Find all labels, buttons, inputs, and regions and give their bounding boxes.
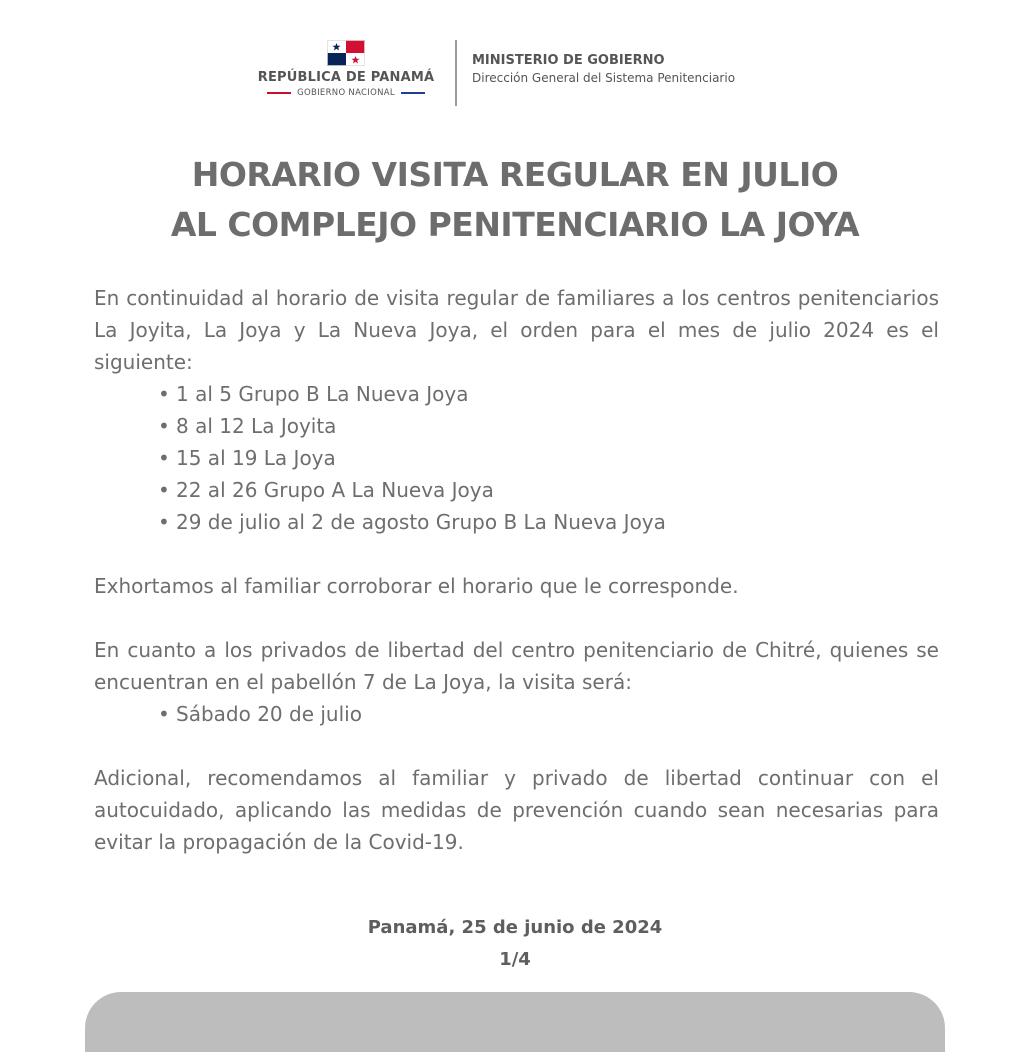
page-number: 1/4	[499, 949, 531, 970]
list-item	[94, 698, 939, 730]
issue-date: Panamá, 25 de junio de 2024	[367, 917, 663, 938]
schedule-list	[94, 378, 939, 538]
schedule-item: 22 al 26 Grupo A La Nueva Joya	[176, 478, 494, 502]
closing-paragraph: Adicional, recomendamos al familiar y privado de libertad continuar con el autocuidado, aplicando las medidas de prevención cuando sean necesarias para evitar la propagación de la Covid-19.	[94, 766, 939, 854]
schedule-item: 8 al 12 La Joyita	[176, 414, 337, 438]
tagline-blue-line	[401, 92, 425, 94]
tagline-red-line	[267, 92, 291, 94]
notice-body	[94, 282, 939, 858]
intro-paragraph: En continuidad al horario de visita regular de familiares a los centros penitenciarios La Joyita, La Joya y La Nueva Joya, el orden para el mes de julio 2024 es el siguiente:	[94, 286, 939, 374]
government-tagline	[250, 88, 442, 98]
chitre-paragraph: En cuanto a los privados de libertad del centro penitenciario de Chitré, quienes se encuentran en el pabellón 7 de La Joya, la visita será:	[94, 638, 939, 694]
chitre-item: Sábado 20 de julio	[176, 702, 362, 726]
footer	[0, 912, 1030, 976]
bullet-icon: •	[158, 446, 170, 470]
list-item	[94, 442, 939, 474]
bullet-icon: •	[158, 414, 170, 438]
list-item	[94, 474, 939, 506]
page-title	[0, 150, 1030, 250]
bullet-icon: •	[158, 510, 170, 534]
schedule-item: 15 al 19 La Joya	[176, 446, 336, 470]
exhort-paragraph: Exhortamos al familiar corroborar el horario que le corresponde.	[94, 574, 739, 598]
bullet-icon: •	[158, 702, 170, 726]
republic-name: REPÚBLICA DE PANAMÁ	[257, 70, 435, 85]
schedule-item: 1 al 5 Grupo B La Nueva Joya	[176, 382, 469, 406]
ministry-block	[472, 53, 735, 85]
list-item	[94, 410, 939, 442]
title-line-1: HORARIO VISITA REGULAR EN JULIO	[191, 155, 839, 194]
header-divider	[455, 40, 457, 106]
panama-flag-icon	[327, 40, 365, 66]
title-line-2: AL COMPLEJO PENITENCIARIO LA JOYA	[170, 205, 860, 244]
government-label: GOBIERNO NACIONAL	[297, 88, 395, 98]
republic-logo	[250, 38, 442, 98]
header	[0, 38, 1030, 108]
schedule-item: 29 de julio al 2 de agosto Grupo B La Nueva Joya	[176, 510, 666, 534]
bullet-icon: •	[158, 382, 170, 406]
chitre-list	[94, 698, 939, 730]
ministry-direction: Dirección General del Sistema Penitenciario	[472, 71, 736, 85]
bottom-band	[85, 992, 945, 1052]
list-item	[94, 378, 939, 410]
list-item	[94, 506, 939, 538]
ministry-title: MINISTERIO DE GOBIERNO	[472, 53, 665, 68]
bullet-icon: •	[158, 478, 170, 502]
